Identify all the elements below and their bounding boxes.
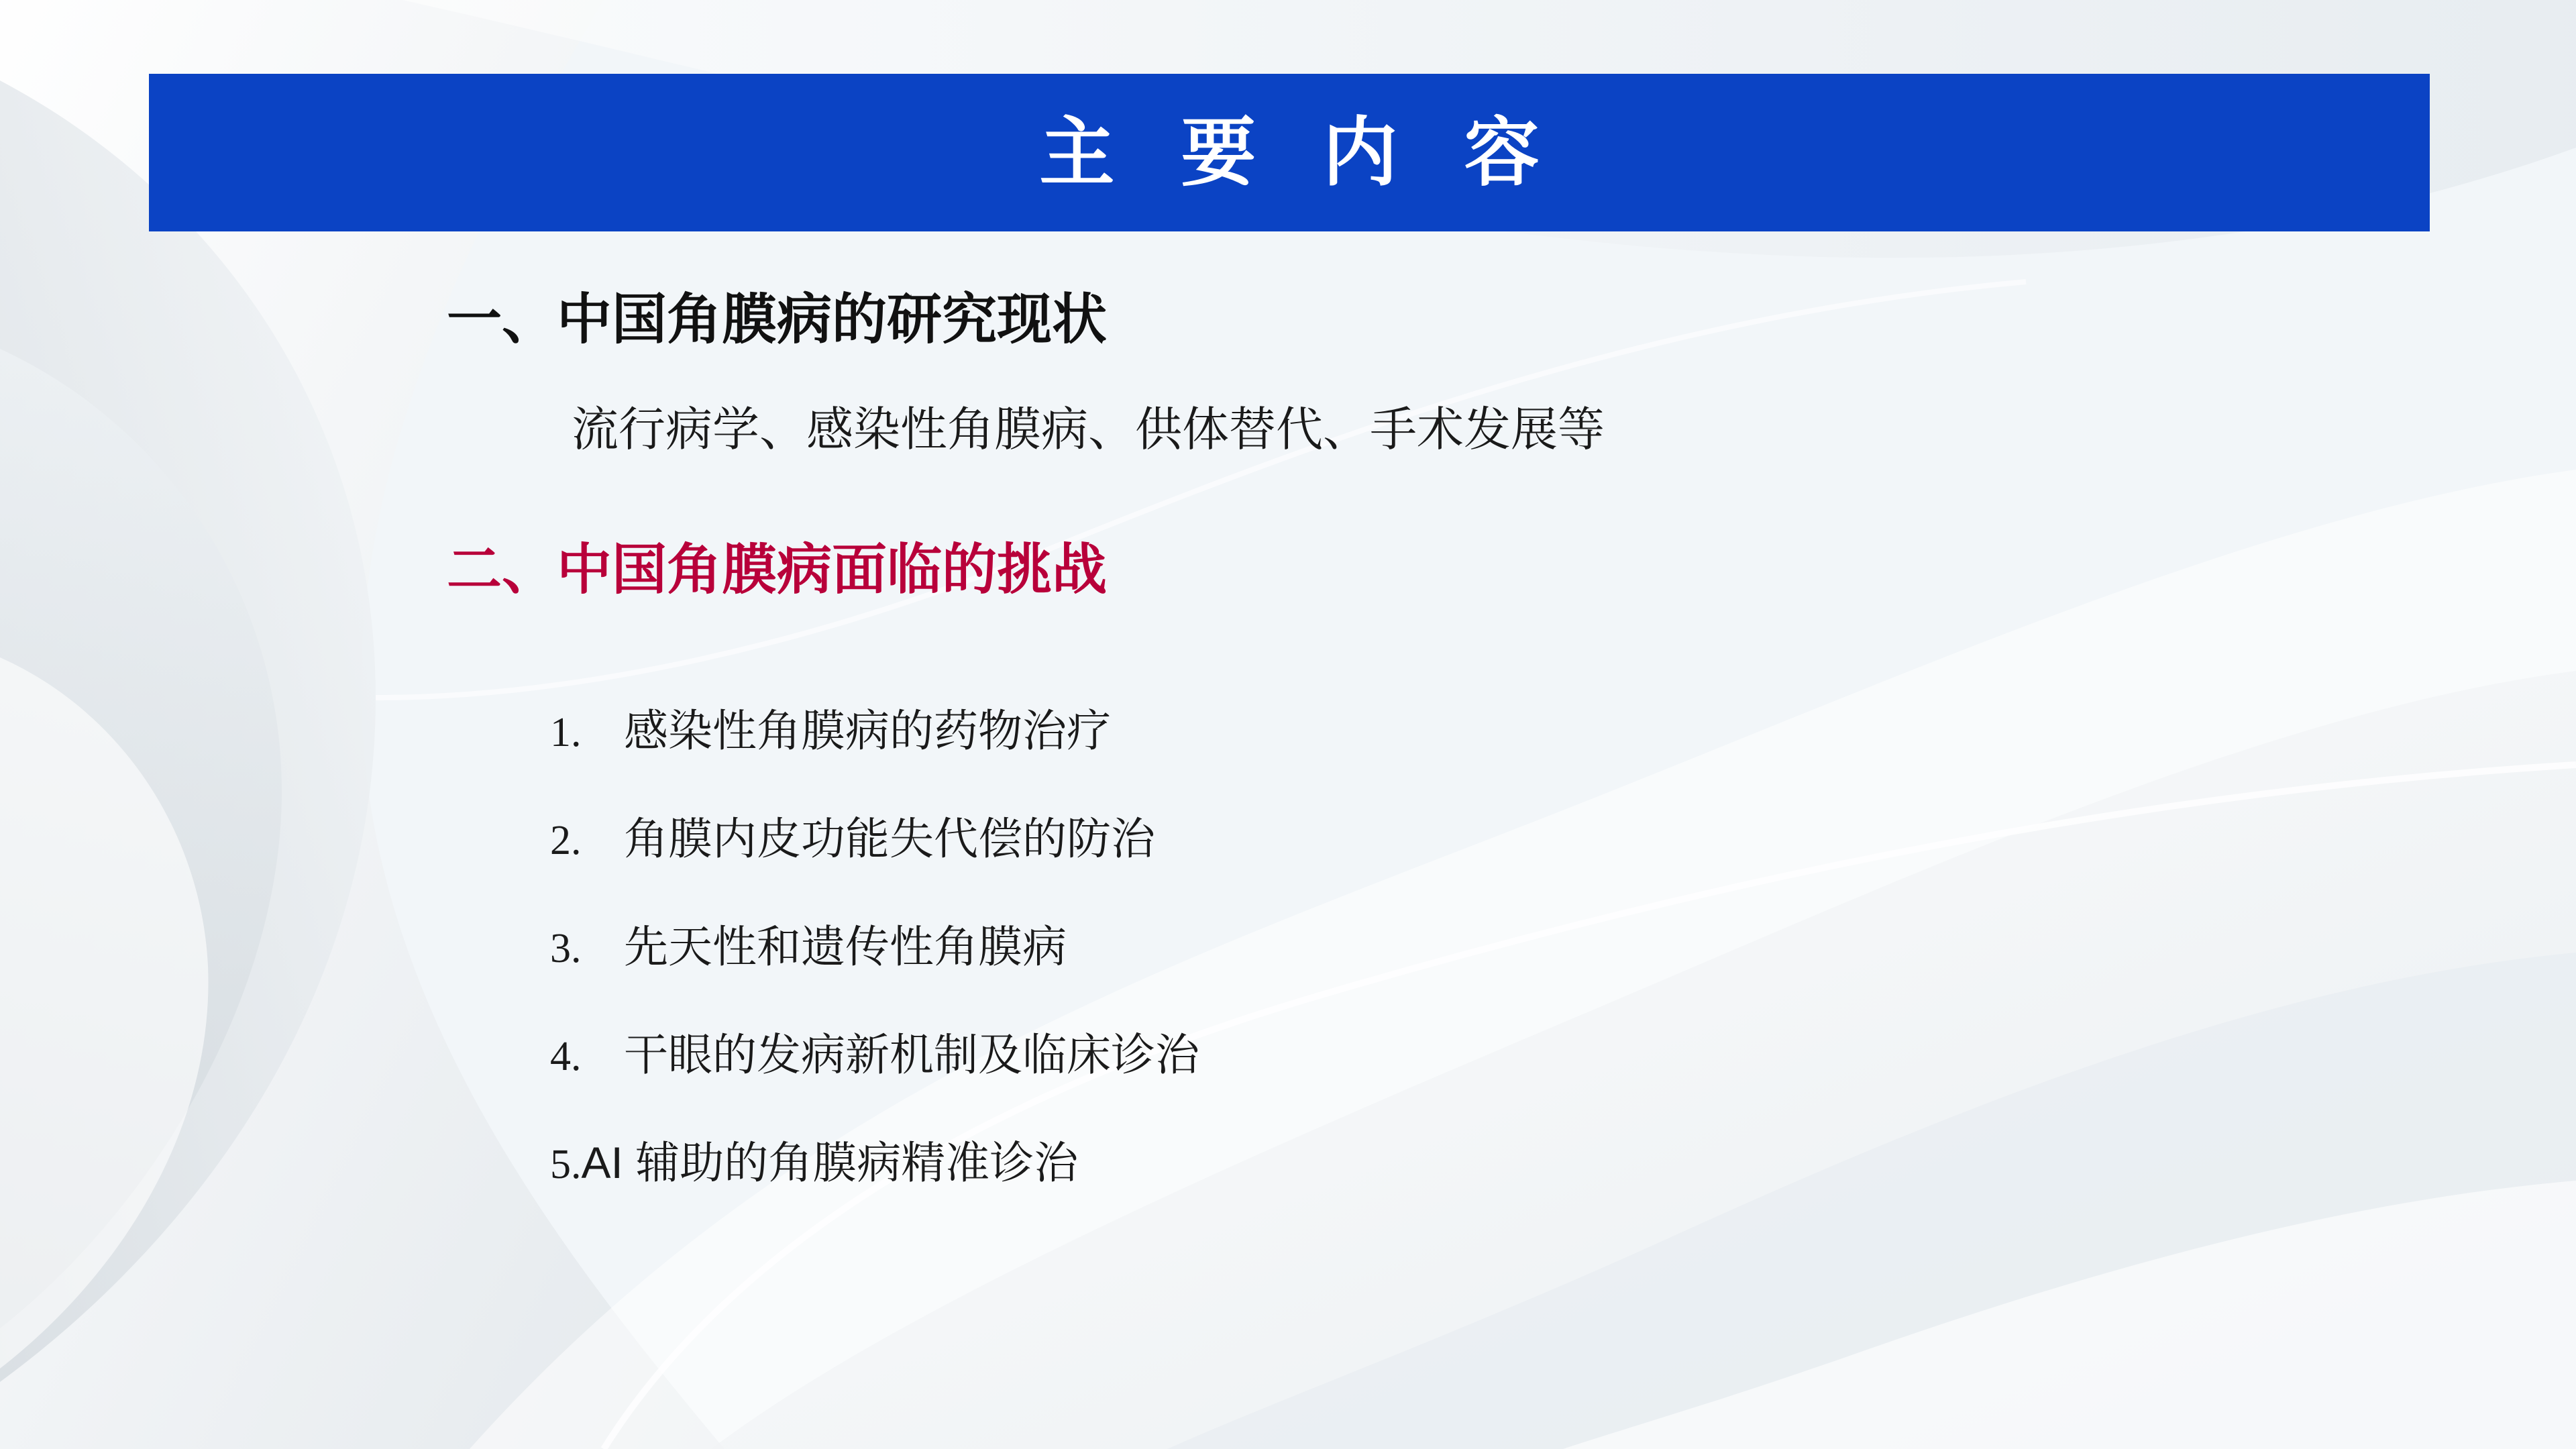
section-heading-2: 二、中国角膜病面临的挑战	[447, 539, 1108, 601]
challenge-list	[0, 695, 2576, 1191]
list-item-marker: 4.	[550, 1033, 582, 1079]
list-item-label: 先天性和遗传性角膜病	[624, 921, 1067, 971]
list-item-label: 感染性角膜病的药物治疗	[624, 705, 1111, 755]
spacer	[0, 602, 2576, 651]
page-title: 主 要 内 容	[1039, 110, 1562, 195]
section-heading-1: 一、中国角膜病的研究现状	[447, 289, 1108, 350]
list-item-marker: 5.	[550, 1141, 582, 1187]
list-item-label: AI 辅助的角膜病精准诊治	[581, 1137, 1079, 1187]
list-item	[0, 803, 2576, 867]
section-subtitle-1: 流行病学、感染性角膜病、供体替代、手术发展等	[572, 403, 1605, 456]
list-item-label: 干眼的发病新机制及临床诊治	[624, 1029, 1199, 1079]
list-item-marker: 2.	[550, 817, 582, 863]
list-item-label: 角膜内皮功能失代偿的防治	[624, 813, 1155, 863]
list-item	[0, 911, 2576, 975]
slide-title-bar	[149, 74, 2430, 231]
slide-content	[0, 288, 2576, 1191]
list-item-marker: 1.	[550, 709, 582, 755]
list-item-marker: 3.	[550, 925, 582, 971]
list-item	[0, 1127, 2576, 1191]
list-item	[0, 695, 2576, 759]
list-item	[0, 1019, 2576, 1083]
spacer	[0, 460, 2576, 539]
